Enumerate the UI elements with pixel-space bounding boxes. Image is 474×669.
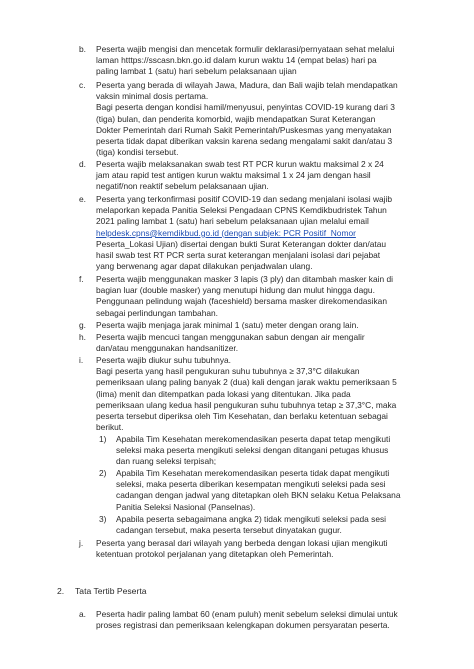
text-line: Apabila Tim Kesehatan merekomendasikan peserta dapat tetap mengikuti	[116, 434, 391, 444]
text-line: sebagai perlindungan tambahan.	[96, 307, 218, 318]
item-text	[96, 159, 434, 193]
text-line: (tiga) kondisi tersebut.	[96, 147, 179, 158]
item-marker: b.	[79, 44, 86, 54]
text-line: proses registrasi dan pemeriksaan kelengkapan dokumen persyaratan peserta.	[96, 620, 390, 631]
text-line: jam atau rapid test antigen kurun waktu maksimal 1 x 24 jam dengan hasil	[96, 170, 371, 181]
text-line: (lima) menit dan ditempatkan pada lokasi yang ditentukan. Jika pada	[96, 388, 351, 399]
item-marker: i.	[79, 355, 84, 365]
item-text	[96, 332, 434, 354]
item-marker: h.	[79, 332, 86, 342]
sub-item-text	[116, 514, 434, 536]
text-line: Apabila peserta sebagaimana angka 2) tidak mengikuti seleksi pada sesi	[116, 514, 387, 524]
text-line: 2021 paling lambat 1 (satu) hari sebelum pelaksanaan ujian melalui email	[96, 216, 369, 227]
item-text	[96, 44, 434, 78]
item-marker: f.	[79, 274, 84, 284]
sub-item-text	[116, 468, 434, 513]
item-text	[96, 320, 434, 331]
text-line: melaporkan kepada Panitia Seleksi Pengadaan CPNS Kemdikbudristek Tahun	[96, 205, 387, 216]
text-line: seleksi maka peserta mengikuti seleksi dengan ditangani petugas khusus	[116, 445, 389, 456]
text-line: Peserta_Lokasi Ujian) disertai dengan bukti Surat Keterangan dokter dan/atau	[96, 238, 387, 249]
item-marker: d.	[79, 159, 86, 169]
text-line: pemeriksaan ulang paling banyak 2 (dua) kali dengan jarak waktu pemeriksaan 5	[96, 377, 397, 388]
text-line: Peserta wajib melaksanakan swab test RT PCR kurun waktu maksimal 2 x 24	[96, 159, 384, 169]
text-line: negatif/non reaktif sebelum pelaksanaan ujian.	[96, 181, 269, 192]
item-text	[96, 538, 434, 560]
text-line: bagian luar (double masker) yang menutupi hidung dan mulut hingga dagu.	[96, 285, 375, 296]
text-line: Penggunaan pelindung wajah (faceshield) bersama masker direkomendasikan	[96, 296, 387, 307]
sub-item-marker: 2)	[99, 468, 107, 478]
item-text	[96, 80, 434, 158]
text-line: vaksin minimal dosis pertama.	[96, 91, 209, 102]
text-line: (tiga) bulan, dan penderita komorbid, wajib mendapatkan Surat Keterangan	[96, 113, 376, 124]
text-line: Panitia Seleksi Nasional (Panselnas).	[116, 501, 256, 512]
item-marker: a.	[79, 609, 86, 619]
text-line: Peserta wajib mencuci tangan menggunakan sabun dengan air mengalir	[96, 332, 365, 342]
text-line: cadangan tersebut, maka peserta tersebut dinyatakan gugur.	[116, 525, 342, 536]
item-marker: e.	[79, 194, 86, 204]
text-line: dan ruang seleksi terpisah;	[116, 456, 217, 467]
text-line: Peserta wajib mengisi dan mencetak formulir deklarasi/pernyataan sehat melalui	[96, 44, 395, 54]
text-line: laman htttps://sscasn.bkn.go.id dalam kurun waktu 14 (empat belas) hari pa	[96, 55, 377, 66]
text-line: Bagi peserta dengan kondisi hamil/menyusui, penyintas COVID-19 kurang dari 3	[96, 102, 395, 113]
text-line: pemeriksaan ulang kedua hasil pengukuran suhu tubuhnya tetap ≥ 37,3°C, maka	[96, 399, 397, 410]
item-text	[96, 274, 434, 319]
text-line: Apabila Tim Kesehatan merekomendasikan peserta tidak dapat mengikuti	[116, 468, 390, 478]
text-line: yang berwenang agar dapat dilakukan penjadwalan ulang.	[96, 261, 313, 272]
item-text	[96, 194, 434, 272]
email-link[interactable]: helpdesk.cpns@kemdikbud.go.id (dengan subjek: PCR Positif_Nomor	[96, 227, 356, 238]
item-marker: c.	[79, 80, 86, 90]
text-line: peserta tidak dapat diberikan vaksin karena sedang mengalami sakit dan/atau 3	[96, 136, 393, 147]
item-marker: g.	[79, 320, 86, 330]
text-line: seleksi, maka peserta diberikan kesempatan mengikuti seleksi pada sesi	[116, 479, 386, 490]
sub-item-marker: 3)	[99, 514, 107, 524]
text-line: Peserta wajib menjaga jarak minimal 1 (satu) meter dengan orang lain.	[96, 320, 359, 330]
text-line: paling lambat 1 (satu) hari sebelum pelaksanaan ujian	[96, 66, 297, 77]
text-line: Peserta yang berada di wilayah Jawa, Madura, dan Bali wajib telah mendapatkan	[96, 80, 398, 90]
text-line: cadangan dengan jadwal yang ditetapkan oleh BKN selaku Ketua Pelaksana	[116, 490, 401, 501]
item-text	[96, 355, 434, 433]
section-title: Tata Tertib Peserta	[75, 586, 147, 596]
text-line: Peserta yang berasal dari wilayah yang berbeda dengan lokasi ujian mengikuti	[96, 538, 388, 548]
text-line: ketentuan protokol perjalanan yang ditetapkan oleh Pemerintah.	[96, 549, 334, 560]
text-line: berikut.	[96, 422, 124, 433]
text-line: peserta tersebut diperiksa oleh Tim Kesehatan, dan berlaku ketentuan sebagai	[96, 411, 388, 422]
text-line: Peserta hadir paling lambat 60 (enam puluh) menit sebelum seleksi dimulai untuk	[96, 609, 398, 619]
item-text	[96, 609, 434, 631]
section-number: 2.	[57, 586, 65, 596]
sub-item-text	[116, 434, 434, 468]
item-marker: j.	[79, 538, 84, 548]
text-line: Peserta yang terkonfirmasi positif COVID-19 dan sedang menjalani isolasi wajib	[96, 194, 393, 204]
text-line: Dokter Pemerintah dari Rumah Sakit Pemerintah/Puskesmas yang menyatakan	[96, 124, 392, 135]
text-line: Bagi peserta yang hasil pengukuran suhu tubuhnya ≥ 37,3°C dilakukan	[96, 366, 360, 377]
text-line: hasil swab test RT PCR serta surat keterangan menjalani isolasi dari pejabat	[96, 250, 381, 261]
text-line: dan/atau menggunakan handsanitizer.	[96, 343, 239, 354]
sub-item-marker: 1)	[99, 434, 107, 444]
text-line: Peserta wajib menggunakan masker 3 lapis (3 ply) dan ditambah masker kain di	[96, 274, 393, 284]
text-line: Peserta wajib diukur suhu tubuhnya.	[96, 355, 232, 365]
